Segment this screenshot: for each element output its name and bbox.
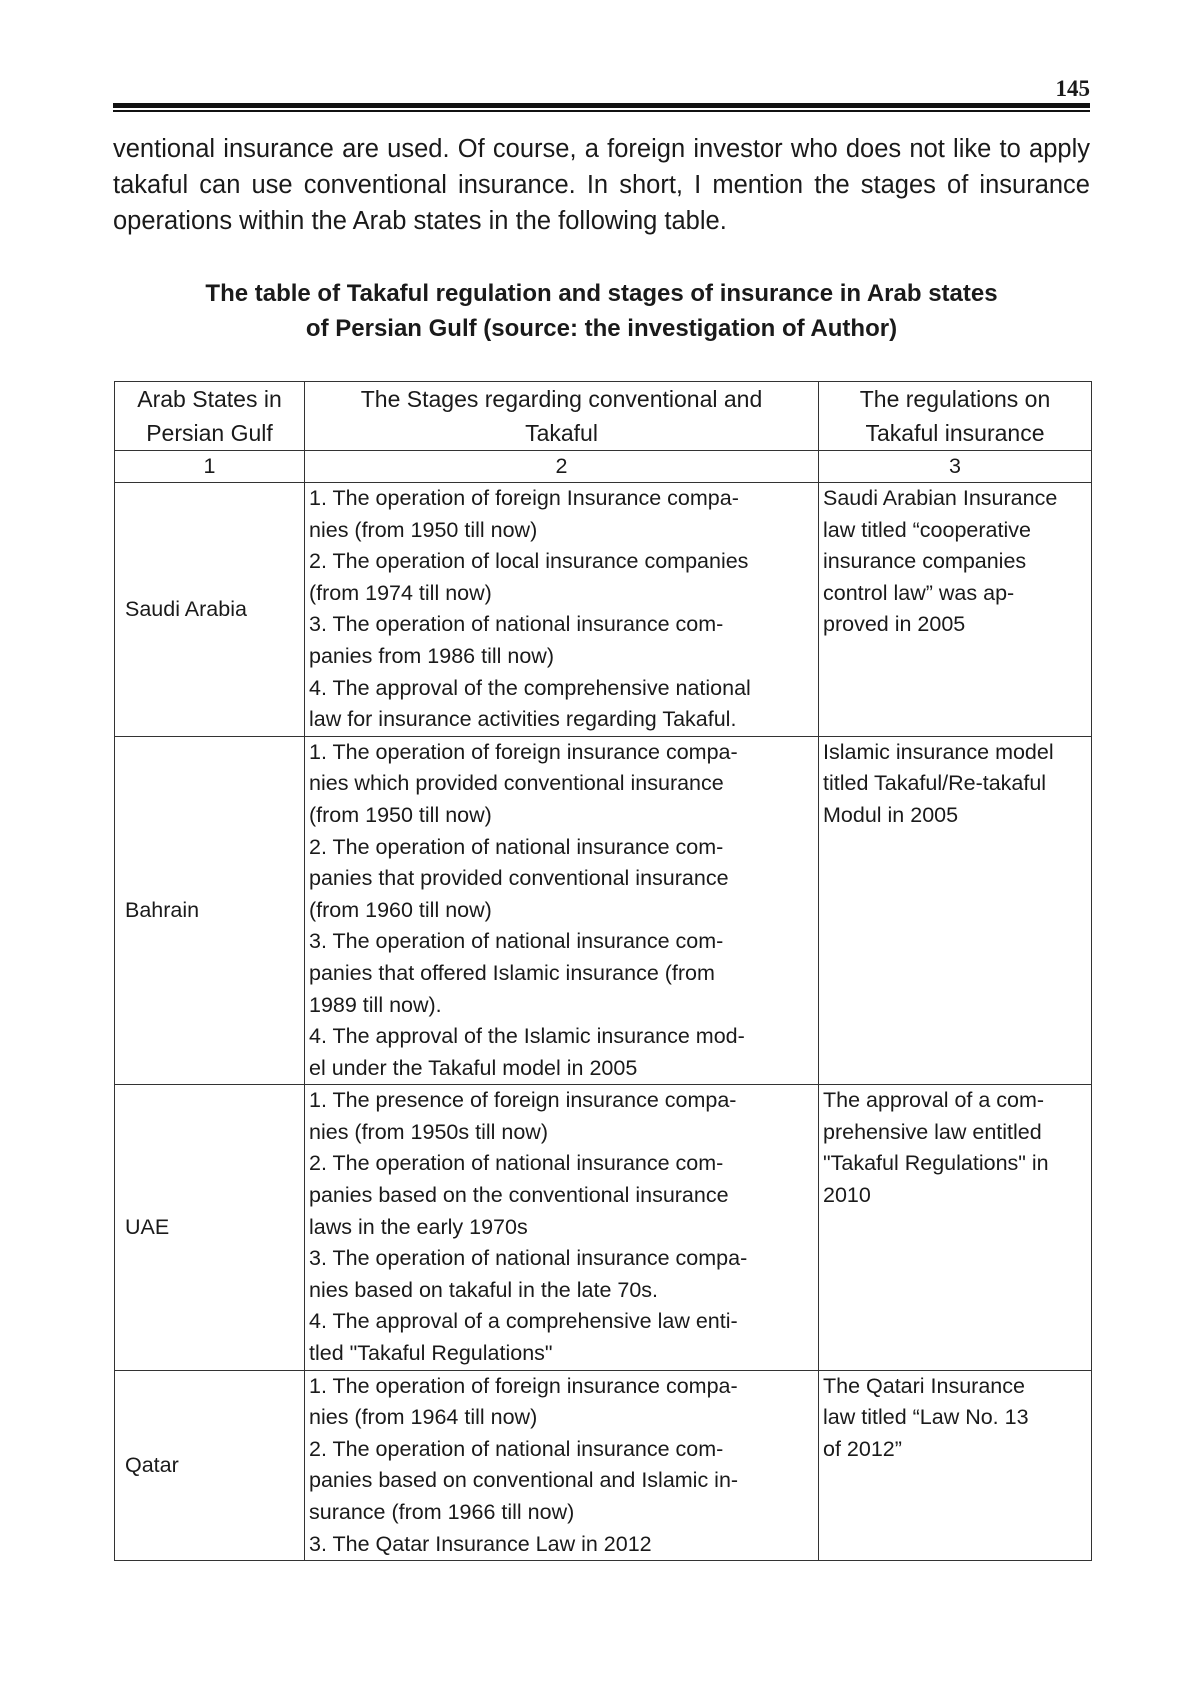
table-row — [115, 1085, 1092, 1370]
regulation-cell — [819, 1085, 1092, 1370]
regulation-line: law titled “Law No. 13 — [823, 1405, 1029, 1430]
state-cell: UAE — [115, 1085, 305, 1370]
state-cell: Qatar — [115, 1370, 305, 1561]
stage-line: 3. The operation of national insurance com- — [309, 612, 724, 637]
stage-line: 1. The operation of foreign insurance compa- — [309, 1373, 738, 1398]
header-rule-thick — [113, 103, 1090, 108]
stage-line: nies based on takaful in the late 70s. — [309, 1277, 659, 1302]
regulation-line: law titled “cooperative — [823, 517, 1031, 542]
table-caption — [113, 276, 1090, 346]
stage-line: nies (from 1964 till now) — [309, 1405, 538, 1430]
stages-cell — [305, 736, 819, 1085]
stage-line: (from 1960 till now) — [309, 897, 492, 922]
column-number: 1 — [115, 451, 305, 483]
stage-line: panies based on the conventional insurance — [309, 1183, 729, 1208]
stage-line: 3. The operation of national insurance compa- — [309, 1246, 748, 1271]
header-line: The Stages regarding conventional and — [360, 386, 763, 412]
stage-line: el under the Takaful model in 2005 — [309, 1055, 638, 1080]
stage-line: 2. The operation of national insurance com- — [309, 1436, 724, 1461]
stage-line: 1. The operation of foreign Insurance compa- — [309, 486, 739, 510]
stage-line: laws in the early 1970s — [309, 1214, 528, 1239]
regulation-line: titled Takaful/Re-takaful — [823, 771, 1047, 796]
state-cell: Bahrain — [115, 736, 305, 1085]
regulation-line: Islamic insurance model — [823, 739, 1054, 764]
stage-line: 3. The operation of national insurance com- — [309, 929, 724, 954]
stage-line: 4. The approval of a comprehensive law enti- — [309, 1309, 738, 1334]
stage-line: 2. The operation of national insurance com- — [309, 1151, 724, 1176]
stage-line: panies based on conventional and Islamic in- — [309, 1468, 739, 1493]
column-number: 2 — [305, 451, 819, 483]
stage-line: (from 1950 till now) — [309, 802, 492, 827]
regulation-cell — [819, 1370, 1092, 1561]
header-rule-thin — [113, 110, 1090, 112]
regulation-line: 2010 — [823, 1183, 871, 1208]
stage-line: law for insurance activities regarding Takaful. — [309, 707, 737, 732]
table-row — [115, 483, 1092, 737]
table-row — [115, 736, 1092, 1085]
table-body — [115, 483, 1092, 1561]
stage-line: panies that provided conventional insurance — [309, 866, 729, 891]
stage-line: (from 1974 till now) — [309, 580, 492, 605]
caption-line-1: The table of Takaful regulation and stages of insurance in Arab states — [205, 280, 998, 307]
stages-cell — [305, 483, 819, 737]
regulation-line: The approval of a com- — [823, 1088, 1045, 1113]
stage-line: tled "Takaful Regulations" — [309, 1341, 553, 1366]
header-line: Arab States in — [137, 386, 282, 412]
stage-line: 1. The operation of foreign insurance compa- — [309, 739, 738, 764]
header-line: Takaful — [525, 420, 598, 446]
state-cell: Saudi Arabia — [115, 483, 305, 737]
stage-line: 3. The Qatar Insurance Law in 2012 — [309, 1531, 652, 1556]
stage-line: 4. The approval of the comprehensive national — [309, 675, 751, 700]
regulation-cell — [819, 483, 1092, 737]
stage-line: panies that offered Islamic insurance (from — [309, 960, 715, 985]
caption-line-2: of Persian Gulf (source: the investigation of Author) — [305, 315, 898, 342]
stage-line: 2. The operation of national insurance com- — [309, 834, 724, 859]
regulation-line: proved in 2005 — [823, 612, 966, 637]
intro-paragraph: ventional insurance are used. Of course, a foreign investor who does not like to apply takaful can use conventional insurance. In short, I mention the stages of insurance operations within the Arab states in the following table. — [113, 135, 1090, 235]
regulation-line: "Takaful Regulations" in — [823, 1151, 1049, 1176]
stage-line: nies (from 1950 till now) — [309, 517, 538, 542]
header-line: The regulations on — [859, 386, 1051, 412]
header-stages — [305, 382, 819, 451]
stage-line: panies from 1986 till now) — [309, 643, 554, 668]
column-number-row — [115, 451, 1092, 483]
header-arab-states — [115, 382, 305, 451]
takaful-table — [114, 381, 1092, 1561]
table-row — [115, 1370, 1092, 1561]
regulation-line: control law” was ap- — [823, 580, 1015, 605]
page-number: 145 — [1055, 76, 1090, 101]
regulation-line: of 2012” — [823, 1436, 902, 1461]
stage-line: nies which provided conventional insurance — [309, 771, 724, 796]
regulation-line: Modul in 2005 — [823, 802, 959, 827]
regulation-line: The Qatari Insurance — [823, 1373, 1025, 1398]
regulation-cell — [819, 736, 1092, 1085]
header-line: Takaful insurance — [865, 420, 1045, 446]
table-header-row — [115, 382, 1092, 451]
regulation-line: insurance companies — [823, 549, 1027, 574]
regulation-line: prehensive law entitled — [823, 1119, 1042, 1144]
header-line: Persian Gulf — [146, 420, 273, 446]
regulation-line: Saudi Arabian Insurance — [823, 486, 1058, 510]
stage-line: 1. The presence of foreign insurance compa- — [309, 1088, 737, 1113]
stage-line: 4. The approval of the Islamic insurance mod- — [309, 1024, 745, 1049]
stages-cell — [305, 1370, 819, 1561]
stage-line: 2. The operation of local insurance companies — [309, 549, 749, 574]
stage-line: 1989 till now). — [309, 992, 442, 1017]
header-regulations — [819, 382, 1092, 451]
stage-line: surance (from 1966 till now) — [309, 1500, 575, 1524]
stages-cell — [305, 1085, 819, 1370]
column-number: 3 — [819, 451, 1092, 483]
stage-line: nies (from 1950s till now) — [309, 1119, 548, 1144]
